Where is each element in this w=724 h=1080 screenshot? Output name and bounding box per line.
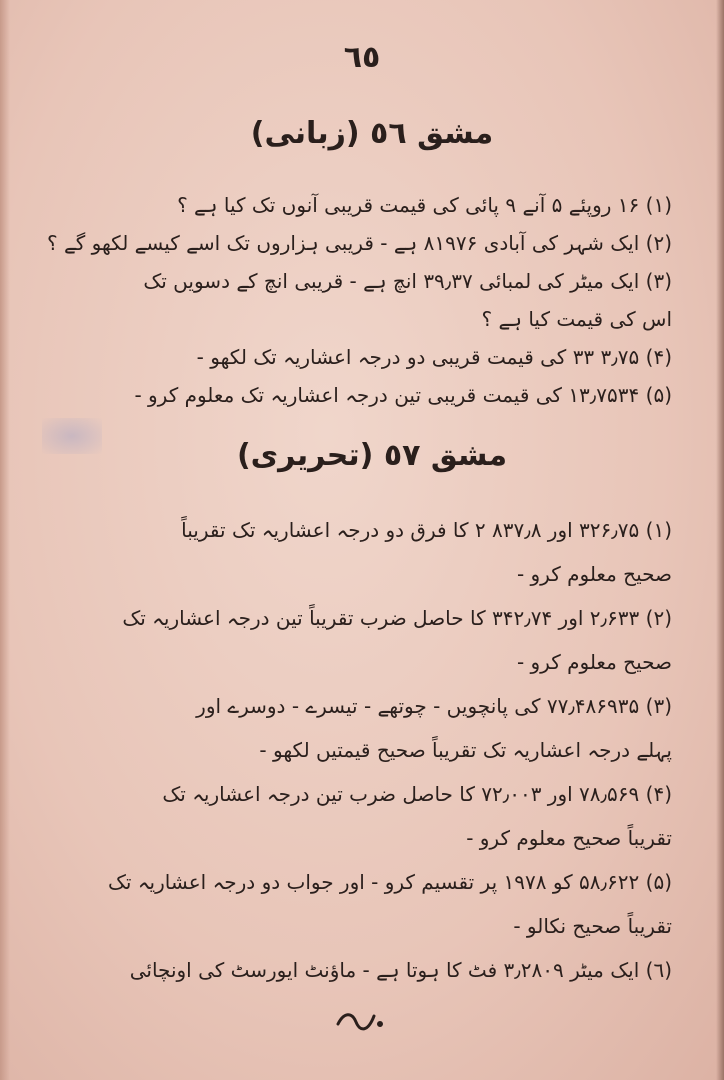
- exercise-56-line: (۲) ایک شہر کی آبادی ۸۱۹۷۶ ہے - قریبی ہزاروں تک اسے کیسے لکھو گے ؟: [47, 231, 672, 255]
- exercise-57-line: صحیح معلوم کرو -: [516, 650, 672, 674]
- exercise-56-line: (۳) ایک میٹر کی لمبائی ۳۹٫۳۷ انچ ہے - قریبی انچ کے دسویں تک: [143, 269, 672, 293]
- exercise-57-line: صحیح معلوم کرو -: [516, 562, 672, 586]
- footer-mark: [330, 1002, 390, 1038]
- exercise-56-line: (۴) ۳٫۷۵ ۳۳ کی قیمت قریبی دو درجہ اعشاریہ تک لکھو -: [196, 345, 672, 369]
- exercise-57-line: تقریباً صحیح نکالو -: [513, 914, 672, 938]
- page-number: ٦٥: [343, 40, 381, 75]
- exercise-57-heading: مشق ٥٧ (تحریری): [236, 438, 508, 473]
- page-left-edge: [0, 0, 10, 1080]
- page-right-edge: [716, 0, 724, 1080]
- exercise-57-line: (۱) ۳۲۶٫۷۵ اور ۸۳۷٫۸ ۲ کا فرق دو درجہ اعشاریہ تک تقریباً: [181, 518, 672, 542]
- exercise-56-line: اس کی قیمت کیا ہے ؟: [481, 307, 672, 331]
- exercise-57-line: (٦) ایک میٹر ۳٫۲۸۰۹ فٹ کا ہوتا ہے - ماؤنٹ ایورسٹ کی اونچائی: [129, 958, 672, 982]
- exercise-57-line: (۵) ۵۸٫۶۲۲ کو ۱۹۷۸ پر تقسیم کرو - اور جواب دو درجہ اعشاریہ تک: [108, 870, 672, 894]
- exercise-56-line: (۱) ۱۶ روپئے ۵ آنے ۹ پائی کی قیمت قریبی آنوں تک کیا ہے ؟: [177, 193, 672, 217]
- exercise-57-line: (۴) ۷۸٫۵۶۹ اور ۷۲٫۰۰۳ کا حاصل ضرب تین درجہ اعشاریہ تک: [162, 782, 672, 806]
- exercise-56-line: (۵) ۱۳٫۷۵۳۴ کی قیمت قریبی تین درجہ اعشاریہ تک معلوم کرو -: [134, 383, 672, 407]
- exercise-57-line: (۳) ۷۷٫۴۸۶۹۳۵ کی پانچویں - چوتھے - تیسرے - دوسرے اور: [196, 694, 672, 718]
- exercise-56-heading: مشق ٥٦ (زبانی): [250, 116, 494, 151]
- exercise-57-line: (۲) ۲٫۶۳۳ اور ۳۴۲٫۷۴ کا حاصل ضرب تقریباً تین درجہ اعشاریہ تک: [122, 606, 672, 630]
- page-content: [47, 112, 672, 992]
- exercise-57-line: تقریباً صحیح معلوم کرو -: [466, 826, 672, 850]
- exercise-57-line: پہلے درجہ اعشاریہ تک تقریباً صحیح قیمتیں لکھو -: [259, 738, 672, 762]
